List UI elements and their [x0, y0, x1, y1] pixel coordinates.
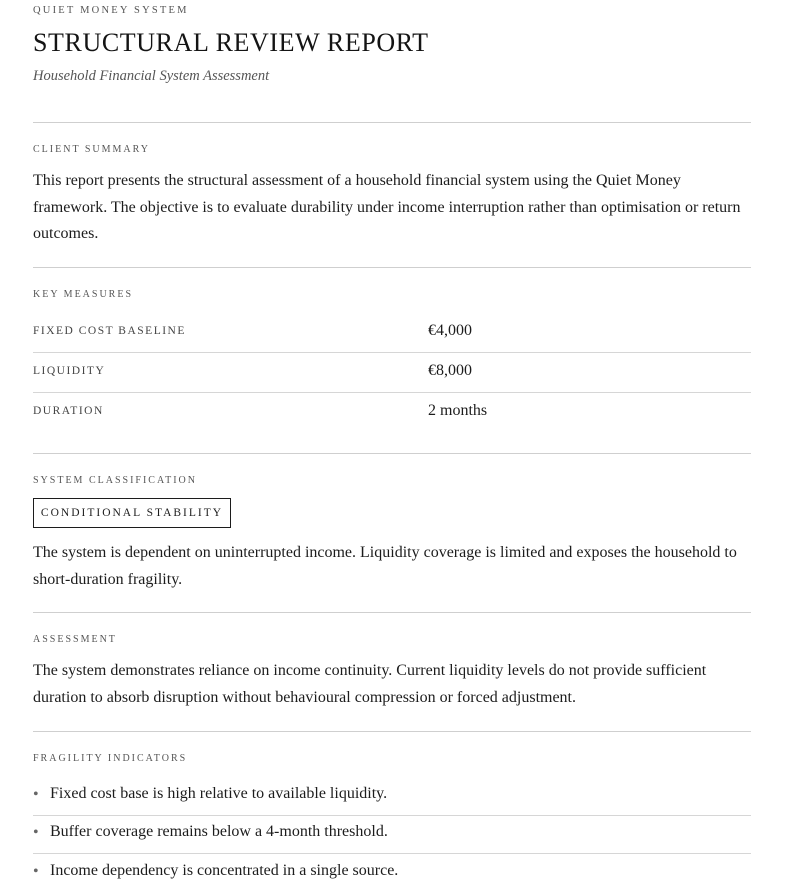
bullet-icon: • — [33, 824, 39, 841]
classification-badge: CONDITIONAL STABILITY — [33, 498, 231, 528]
measure-row-liquidity — [33, 353, 751, 393]
bullet-icon: • — [33, 786, 39, 803]
client-summary-text: This report presents the structural assessment of a household financial system using the Quiet Money framework. The objective is to evaluate durability under income interruption rather than optimisation or return outcomes. — [33, 172, 741, 242]
row-divider — [33, 853, 751, 854]
measure-row-duration — [33, 393, 751, 433]
measure-label: DURATION — [33, 405, 104, 417]
key-measures-heading: KEY MEASURES — [33, 289, 134, 300]
indicator-item — [33, 816, 751, 854]
divider — [33, 122, 751, 123]
indicator-item — [33, 778, 751, 816]
indicator-text: Fixed cost base is high relative to available liquidity. — [50, 785, 388, 802]
measure-label: FIXED COST BASELINE — [33, 325, 186, 337]
bullet-icon: • — [33, 863, 39, 880]
divider — [33, 731, 751, 732]
assessment-heading: ASSESSMENT — [33, 634, 117, 645]
measure-value: 2 months — [428, 402, 488, 419]
indicator-item — [33, 855, 751, 881]
measure-row-fixed-cost — [33, 313, 751, 353]
divider — [33, 612, 751, 613]
page-title: STRUCTURAL REVIEW REPORT — [33, 28, 429, 57]
indicator-text: Income dependency is concentrated in a single source. — [50, 862, 399, 879]
fragility-indicators-heading: FRAGILITY INDICATORS — [33, 753, 188, 764]
system-classification-heading: SYSTEM CLASSIFICATION — [33, 475, 197, 486]
page-subtitle: Household Financial System Assessment — [33, 68, 270, 84]
indicator-text: Buffer coverage remains below a 4-month threshold. — [50, 823, 388, 840]
brand-label: QUIET MONEY SYSTEM — [33, 5, 189, 16]
assessment-text: The system demonstrates reliance on income continuity. Current liquidity levels do not provide sufficient duration to absorb disruption without behavioural compression or forced adjustment. — [33, 662, 707, 706]
measure-value: €4,000 — [428, 322, 472, 339]
client-summary-heading: CLIENT SUMMARY — [33, 144, 150, 155]
classification-text: The system is dependent on uninterrupted income. Liquidity coverage is limited and exposes the household to short-duration fragility. — [33, 544, 737, 588]
divider — [33, 267, 751, 268]
divider — [33, 453, 751, 454]
measure-value: €8,000 — [428, 362, 472, 379]
measure-label: LIQUIDITY — [33, 365, 106, 377]
